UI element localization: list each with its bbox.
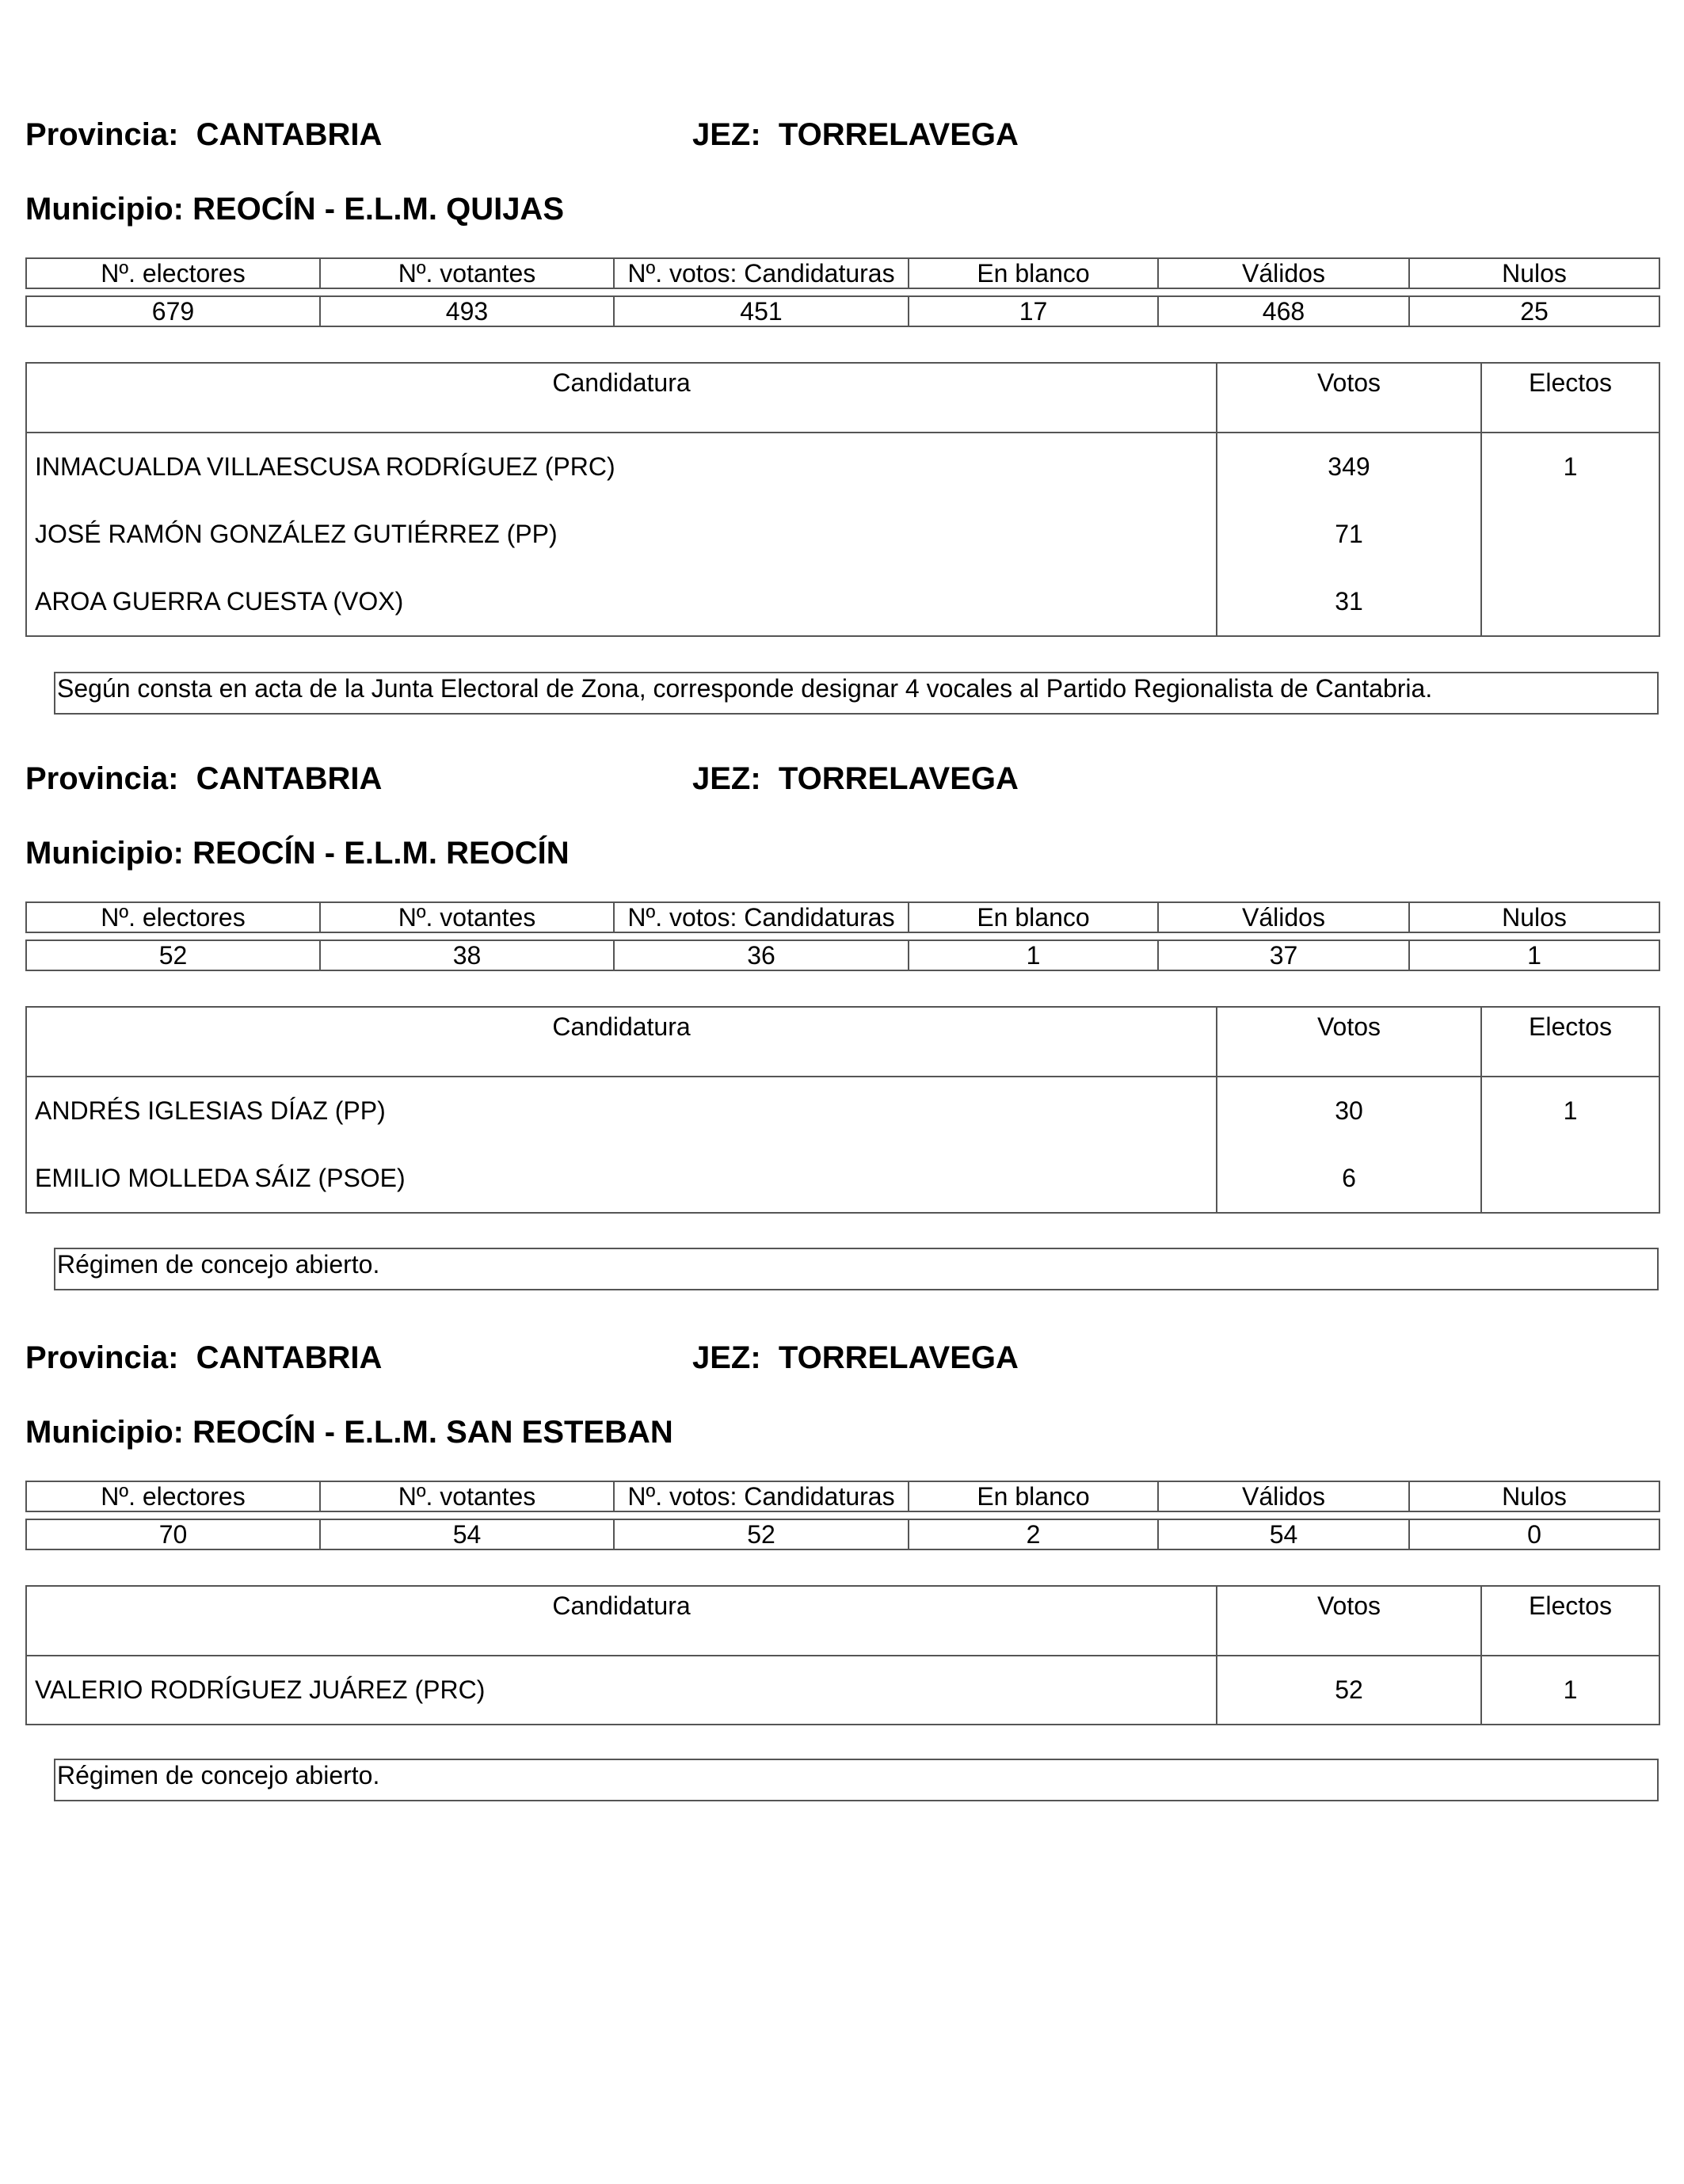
stats-votantes: 54 [320, 1519, 614, 1549]
stats-table [25, 257, 1660, 327]
candidate-row [26, 433, 1659, 501]
jez-label: JEZ: TORRELAVEGA [692, 761, 1019, 796]
municipio-title: Municipio: REOCÍN - E.L.M. REOCÍN [25, 836, 570, 871]
stats-votantes: 493 [320, 296, 614, 326]
stats-header-nulos: Nulos [1409, 1481, 1659, 1511]
stats-header-votos-cand: Nº. votos: Candidaturas [614, 1481, 909, 1511]
candidate-name: JOSÉ RAMÓN GONZÁLEZ GUTIÉRREZ (PP) [35, 520, 558, 548]
stats-header-blanco: En blanco [909, 902, 1158, 932]
candidate-electos: 1 [1481, 1077, 1659, 1145]
candidate-name: EMILIO MOLLEDA SÁIZ (PSOE) [35, 1164, 406, 1192]
stats-header-votantes: Nº. votantes [320, 1481, 614, 1511]
municipio-title: Municipio: REOCÍN - E.L.M. SAN ESTEBAN [25, 1415, 673, 1450]
jez-label: JEZ: TORRELAVEGA [692, 1340, 1019, 1375]
stats-value-row [26, 296, 1659, 326]
candidate-name: INMACUALDA VILLAESCUSA RODRÍGUEZ (PRC) [35, 452, 615, 481]
stats-header-validos: Válidos [1158, 902, 1409, 932]
candidate-electos: 1 [1481, 433, 1659, 501]
col-candidatura: Candidatura [26, 1007, 1217, 1077]
provincia-label: Provincia: CANTABRIA [25, 1340, 383, 1375]
stats-header-blanco: En blanco [909, 1481, 1158, 1511]
stats-table [25, 1481, 1660, 1550]
stats-blanco: 2 [909, 1519, 1158, 1549]
candidate-name: ANDRÉS IGLESIAS DÍAZ (PP) [35, 1096, 386, 1125]
note-box: Según consta en acta de la Junta Electoral de Zona, corresponde designar 4 vocales al Partido Regionalista de Cantabria. [54, 672, 1659, 715]
stats-votos-cand: 52 [614, 1519, 909, 1549]
col-candidatura: Candidatura [26, 363, 1217, 433]
stats-electores: 52 [26, 940, 320, 970]
col-electos: Electos [1481, 1586, 1659, 1656]
col-electos: Electos [1481, 363, 1659, 433]
stats-header-votos-cand: Nº. votos: Candidaturas [614, 258, 909, 288]
stats-votos-cand: 451 [614, 296, 909, 326]
note-box: Régimen de concejo abierto. [54, 1759, 1659, 1801]
stats-header-blanco: En blanco [909, 258, 1158, 288]
stats-header-row [26, 902, 1659, 932]
candidate-votos: 71 [1217, 501, 1481, 568]
stats-header-row [26, 258, 1659, 288]
stats-value-row [26, 1519, 1659, 1549]
note-box: Régimen de concejo abierto. [54, 1248, 1659, 1290]
provincia-label: Provincia: CANTABRIA [25, 117, 383, 152]
candidates-header-row [26, 363, 1659, 433]
stats-value-row [26, 940, 1659, 970]
stats-header-votos-cand: Nº. votos: Candidaturas [614, 902, 909, 932]
candidate-row [26, 1145, 1659, 1213]
stats-header-votantes: Nº. votantes [320, 258, 614, 288]
stats-electores: 679 [26, 296, 320, 326]
candidate-electos [1481, 1145, 1659, 1213]
candidate-electos: 1 [1481, 1656, 1659, 1725]
stats-table [25, 901, 1660, 971]
candidate-votos: 52 [1217, 1656, 1481, 1725]
stats-nulos: 25 [1409, 296, 1659, 326]
candidates-table [25, 1006, 1660, 1214]
stats-header-electores: Nº. electores [26, 902, 320, 932]
candidate-electos [1481, 568, 1659, 636]
provincia-label: Provincia: CANTABRIA [25, 761, 383, 796]
candidates-header-row [26, 1586, 1659, 1656]
stats-header-electores: Nº. electores [26, 1481, 320, 1511]
candidate-row [26, 568, 1659, 636]
stats-validos: 37 [1158, 940, 1409, 970]
candidates-table [25, 1585, 1660, 1725]
stats-header-nulos: Nulos [1409, 258, 1659, 288]
stats-header-validos: Válidos [1158, 258, 1409, 288]
candidate-electos [1481, 501, 1659, 568]
candidate-votos: 30 [1217, 1077, 1481, 1145]
stats-blanco: 1 [909, 940, 1158, 970]
candidates-header-row [26, 1007, 1659, 1077]
stats-validos: 54 [1158, 1519, 1409, 1549]
stats-header-electores: Nº. electores [26, 258, 320, 288]
col-electos: Electos [1481, 1007, 1659, 1077]
candidate-name: VALERIO RODRÍGUEZ JUÁREZ (PRC) [35, 1675, 486, 1704]
col-votos: Votos [1217, 363, 1481, 433]
municipio-title: Municipio: REOCÍN - E.L.M. QUIJAS [25, 192, 564, 227]
stats-votos-cand: 36 [614, 940, 909, 970]
col-votos: Votos [1217, 1586, 1481, 1656]
stats-header-votantes: Nº. votantes [320, 902, 614, 932]
candidate-votos: 31 [1217, 568, 1481, 636]
stats-header-validos: Válidos [1158, 1481, 1409, 1511]
col-votos: Votos [1217, 1007, 1481, 1077]
stats-nulos: 1 [1409, 940, 1659, 970]
candidate-row [26, 501, 1659, 568]
stats-header-nulos: Nulos [1409, 902, 1659, 932]
col-candidatura: Candidatura [26, 1586, 1217, 1656]
stats-blanco: 17 [909, 296, 1158, 326]
jez-label: JEZ: TORRELAVEGA [692, 117, 1019, 152]
stats-header-row [26, 1481, 1659, 1511]
candidate-row [26, 1656, 1659, 1725]
candidate-row [26, 1077, 1659, 1145]
candidate-votos: 6 [1217, 1145, 1481, 1213]
stats-electores: 70 [26, 1519, 320, 1549]
stats-votantes: 38 [320, 940, 614, 970]
candidate-votos: 349 [1217, 433, 1481, 501]
stats-validos: 468 [1158, 296, 1409, 326]
candidates-table [25, 362, 1660, 637]
stats-nulos: 0 [1409, 1519, 1659, 1549]
candidate-name: AROA GUERRA CUESTA (VOX) [35, 587, 404, 616]
